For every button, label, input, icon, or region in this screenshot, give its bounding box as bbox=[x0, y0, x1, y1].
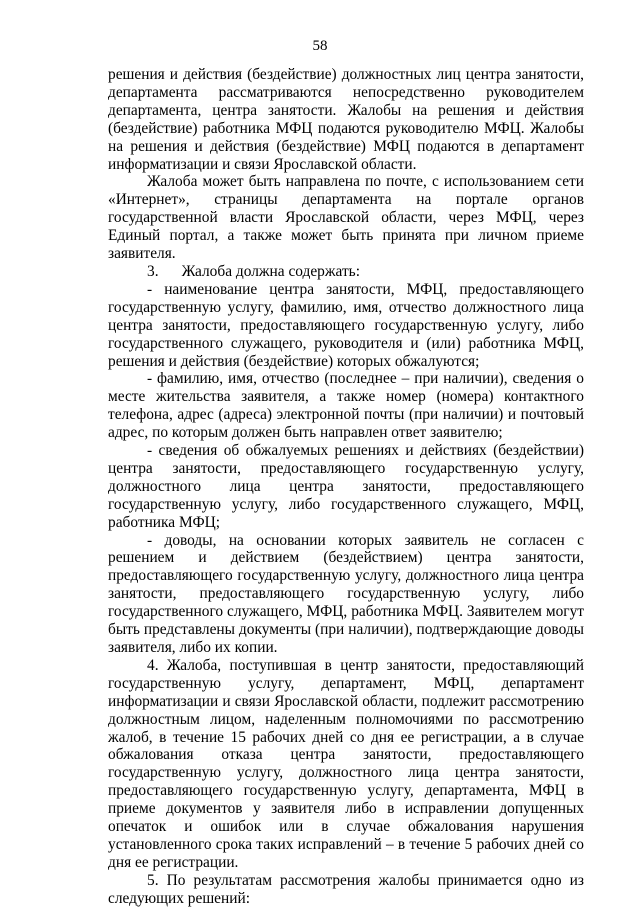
list-item-name-of-center: - наименование центра занятости, МФЦ, предоставляющего государственную услугу, фамилию, имя, отчество должностного лица центра занятости, предоставляющего государственную услугу, либо государственного служащего, руководителя и (или) работника МФЦ, решения и действия (бездействие) которых обжалуются; bbox=[108, 280, 584, 370]
list-item-applicant-details: - фамилию, имя, отчество (последнее – при наличии), сведения о месте жительства заявителя, а также номер (номера) контактного телефона, адрес (адреса) электронной почты (при наличии) и почтовый адрес, по которым должен быть направлен ответ заявителю; bbox=[108, 370, 584, 442]
document-body bbox=[108, 66, 584, 908]
paragraph-item-5-decisions: 5. По результатам рассмотрения жалобы принимается одно из следующих решений: bbox=[108, 871, 584, 907]
paragraph-continuation: решения и действия (бездействие) должностных лиц центра занятости, департамента рассматриваются непосредственно руководителем департамента, центра занятости. Жалобы на решения и действия (бездействие) работника МФЦ подаются руководителю МФЦ. Жалобы на решения и действия (бездействие) МФЦ подаются в департамент информатизации и связи Ярославской области. bbox=[108, 66, 584, 173]
page-number: 58 bbox=[312, 38, 328, 54]
paragraph-item-3-heading: 3. Жалоба должна содержать: bbox=[147, 262, 360, 280]
list-item-appealed-decisions: - сведения об обжалуемых решениях и действиях (бездействии) центра занятости, предоставляющего государственную услугу, должностного лица центра занятости, предоставляющего государственную услугу, либо государственного служащего, МФЦ, работника МФЦ; bbox=[108, 442, 584, 531]
paragraph-submission-methods: Жалоба может быть направлена по почте, с использованием сети «Интернет», страницы департамента на портале органов государственной власти Ярославской области, через МФЦ, через Единый портал, а также может быть принята при личном приеме заявителя. bbox=[108, 173, 584, 263]
paragraph-item-4-review-terms: 4. Жалоба, поступившая в центр занятости, предоставляющий государственную услугу, департамент, МФЦ, департамент информатизации и связи Ярославской области, подлежит рассмотрению должностным лицом, наделенным полномочиями по рассмотрению жалоб, в течение 15 рабочих дней со дня ее регистрации, а в случае обжалования отказа центра занятости, предоставляющего государственную услугу, должностного лица центра занятости, предоставляющего государственную услугу, департамента, МФЦ в приеме документов у заявителя либо в исправлении допущенных опечаток и ошибок или в случае обжалования нарушения установленного срока таких исправлений – в течение 5 рабочих дней со дня ее регистрации. bbox=[108, 656, 584, 871]
list-item-arguments: - доводы, на основании которых заявитель не согласен с решением и действием (бездействием) центра занятости, предоставляющего государственную услугу, должностного лица центра занятости, предоставляющего государственную услугу, либо государственного служащего, МФЦ, работника МФЦ. Заявителем могут быть представлены документы (при наличии), подтверждающие доводы заявителя, либо их копии. bbox=[108, 531, 584, 656]
